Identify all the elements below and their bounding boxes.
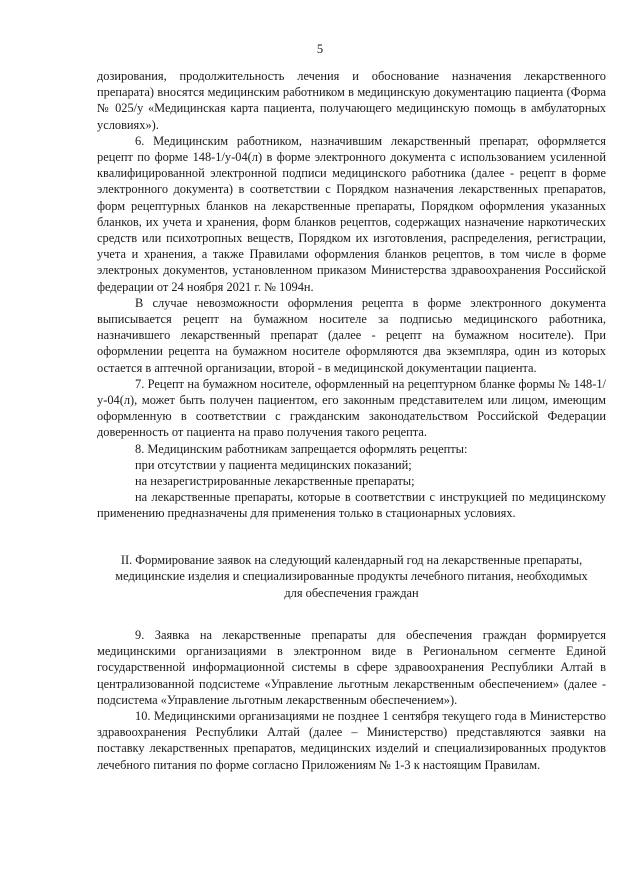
paragraph-item-8-case-b: на незарегистрированные лекарственные препараты; (135, 474, 415, 489)
paragraph-item-10: 10. Медицинскими организациями не позднее 1 сентября текущего года в Министерство здравоохранения Республики Алтай (далее – Министерство) представляются заявки на поставку лекарственных препаратов, медицинских изделий и специализированных продуктов лечебного питания по форме согласно Приложениям № 1-3 к настоящим Правилам. (97, 708, 606, 772)
paragraph-item-8-case-a: при отсутствии у пациента медицинских показаний; (135, 457, 412, 472)
section-heading: II. Формирование заявок на следующий календарный год на лекарственные препараты, медицинские изделия и специализированные продукты лечебного питания, необходимых для обеспечения граждан (115, 552, 588, 600)
page-number: 5 (316, 42, 324, 56)
paragraph-item-6: 6. Медицинским работником, назначившим лекарственный препарат, оформляется рецепт по форме 148-1/у-04(л) в форме электронного документа с использованием усиленной квалифицированной электронной подписи медицинского работника (далее - рецепт в форме электронного документа) в соответствии с Порядком назначения лекарственных препаратов, форм рецептурных бланков на лекарственные препараты, Порядком оформления указанных бланков, их учета и хранения, форм бланков рецептов, содержащих назначение наркотических средств или психотропных веществ, Порядком их изготовления, распределения, регистрации, учета и хранения, а также Правилами оформления бланков рецептов, в том числе в форме электроных документов, установленном приказом Министерства здравоохранения Российской федерации от 24 ноября 2021 г. № 1094н. (97, 133, 606, 294)
paragraph-item-9: 9. Заявка на лекарственные препараты для обеспечения граждан формируется медицинскими организациями в электронном виде в Региональном сегменте Единой государственной информационной системы в сфере здравоохранения Республики Алтай в централизованной подсистеме «Управление льготным лекарственным обеспечением» (далее - подсистема «Управление льготным лекарственным обеспечением»). (97, 627, 606, 707)
paragraph-item-6-paper: В случае невозможности оформления рецепта в форме электронного документа выписывается рецепт на бумажном носителе за подписью медицинского работника, назначившего лекарственный препарат (далее - рецепт на бумажном носителе). При оформлении рецепта на бумажном носителе оформляются два экземпляра, один из которых остается в аптечной организации, второй - в медицинской документации пациента. (97, 295, 606, 375)
paragraph-item-8: 8. Медицинским работникам запрещается оформлять рецепты: (135, 441, 468, 456)
paragraph-item-7: 7. Рецепт на бумажном носителе, оформленный на рецептурном бланке формы № 148-1/у-04(л), может быть получен пациентом, его законным представителем или лицом, имеющим оформленную в соответствии с гражданским законодательством Российской Федерации доверенность от пациента на право получения такого рецепта. (97, 376, 606, 440)
paragraph-continuation: дозирования, продолжительность лечения и обоснование назначения лекарственного препарата) вносятся медицинским работником в медицинскую документацию пациента (Форма № 025/у «Медицинская карта пациента, получающего медицинскую помощь в амбулаторных условиях»). (97, 69, 606, 132)
paragraph-item-8-case-c: на лекарственные препараты, которые в соответствии с инструкцией по медицинскому применению предназначены для применения только в стационарных условиях. (97, 490, 606, 521)
document-body (97, 68, 606, 773)
